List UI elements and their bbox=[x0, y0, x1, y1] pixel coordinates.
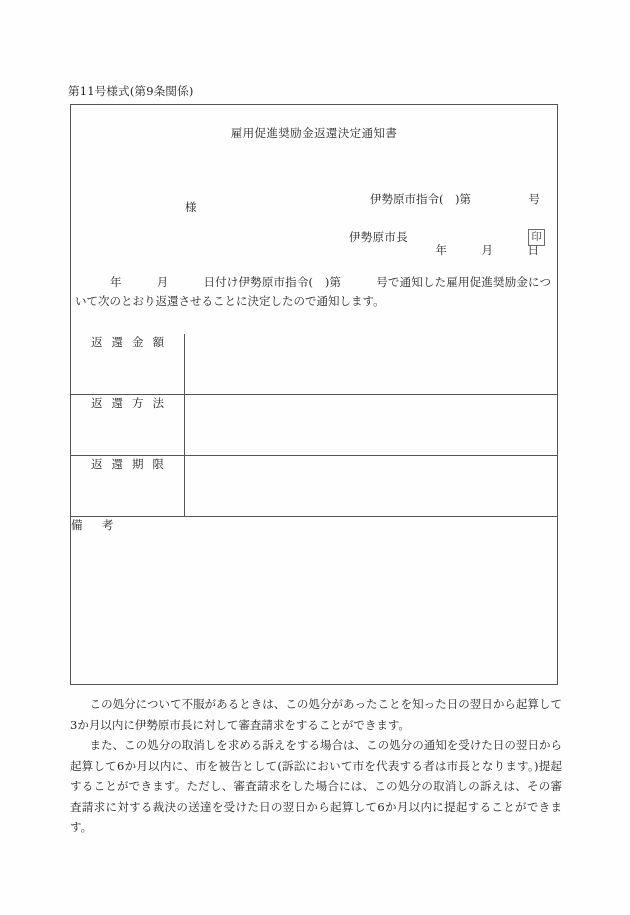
table-row bbox=[71, 456, 557, 517]
table-row bbox=[71, 334, 557, 395]
row-label-return-amount: 返還金額 bbox=[71, 334, 185, 395]
form-number-label: 第11号様式(第9条関係) bbox=[68, 84, 194, 98]
row-label-return-deadline: 返還期限 bbox=[71, 456, 185, 517]
issue-date-line: 年 月 日 bbox=[435, 243, 539, 257]
addressee-suffix: 様 bbox=[185, 200, 197, 214]
appeal-paragraph-2: また、この処分の取消しを求める訴えをする場合は、この処分の通知を受けた日の翌日から起算して6か月以内に、市を被告として(訴訟において市を代表する者は市長となります。)提起することができます。ただし、審査請求をした場合には、この処分の取消しの訴えは、その審査請求に対する裁決の送達を受けた日の翌日から起算して6か月以内に提起することができます。 bbox=[70, 738, 562, 834]
table-row-notes bbox=[71, 517, 557, 686]
issuer-row bbox=[71, 229, 557, 249]
table-row bbox=[71, 395, 557, 456]
notice-body-text: 年 月 日付け伊勢原市指令( )第 号で通知した雇用促進奨励金について次のとおり返還させることに決定したので通知します。 bbox=[75, 275, 551, 308]
notice-header-region bbox=[71, 105, 557, 334]
return-details-table-region bbox=[71, 334, 557, 685]
row-label-notes[interactable]: 備 考 bbox=[71, 517, 557, 686]
appeal-paragraph-1: この処分について不服があるときは、この処分があったことを知った日の翌日から起算して3か月以内に伊勢原市長に対して審査請求をすることができます。 bbox=[70, 697, 562, 732]
issuer-name: 伊勢原市長 bbox=[349, 230, 408, 244]
return-details-table bbox=[71, 334, 557, 685]
appeal-instructions bbox=[70, 694, 562, 838]
row-value-return-deadline[interactable] bbox=[185, 456, 558, 517]
row-value-return-amount[interactable] bbox=[185, 334, 558, 395]
notice-frame bbox=[70, 104, 558, 685]
seal-stamp-icon: 印 bbox=[528, 229, 545, 246]
order-number-line: 伊勢原市指令( )第 号 bbox=[370, 192, 540, 206]
row-label-return-method: 返還方法 bbox=[71, 395, 185, 456]
row-value-return-method[interactable] bbox=[185, 395, 558, 456]
document-title: 雇用促進奨励金返還決定通知書 bbox=[230, 126, 398, 140]
